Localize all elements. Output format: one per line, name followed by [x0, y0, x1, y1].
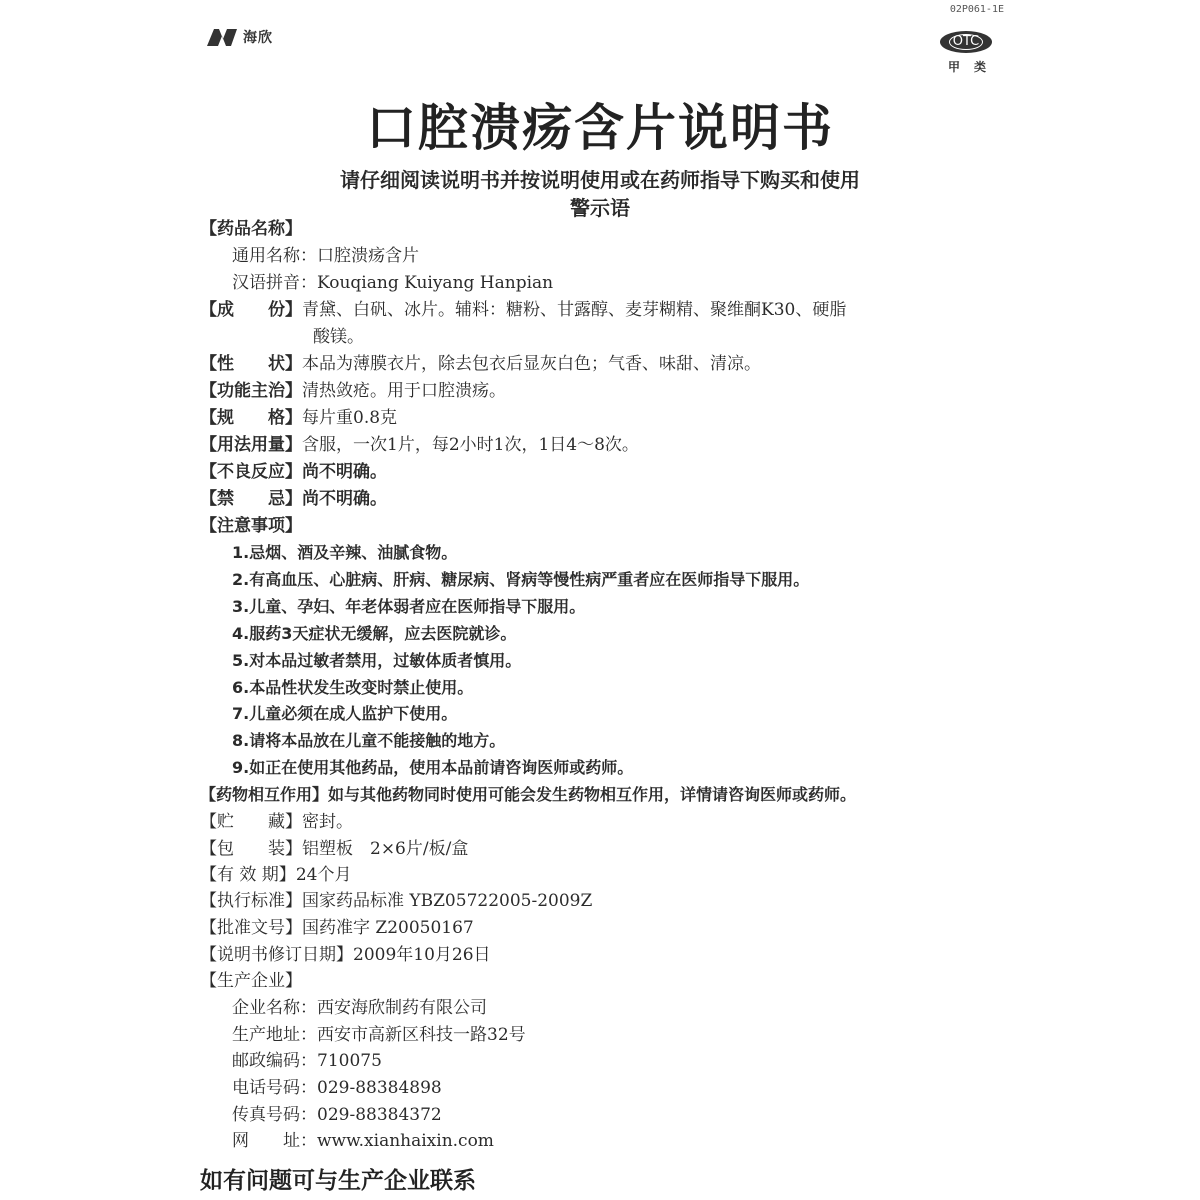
- section-properties: 【性 状】本品为薄膜衣片，除去包衣后显灰白色；气香、味甜、清凉。: [200, 354, 761, 374]
- manufacturer-fax: 传真号码：029-88384372: [232, 1105, 442, 1125]
- section-standard: 【执行标准】国家药品标准 YBZ05722005-2009Z: [200, 891, 593, 911]
- instruction-subtitle: 请仔细阅读说明书并按说明使用或在药师指导下购买和使用: [340, 168, 860, 192]
- brand-logo: [205, 26, 273, 48]
- section-adverse-reactions: 【不良反应】尚不明确。: [200, 462, 387, 482]
- section-approval: 【批准文号】国药准字 Z20050167: [200, 918, 474, 938]
- section-ingredients: 【成 份】青黛、白矾、冰片。辅料：糖粉、甘露醇、麦芽糊精、聚维酮K30、硬脂: [200, 300, 847, 320]
- section-packaging: 【包 装】铝塑板 2×6片/板/盒: [200, 839, 469, 859]
- section-interactions: 【药物相互作用】如与其他药物同时使用可能会发生药物相互作用，详情请咨询医师或药师。: [200, 785, 857, 804]
- precaution-item: 2.有高血压、心脏病、肝病、糖尿病、肾病等慢性病严重者应在医师指导下服用。: [232, 570, 810, 589]
- haixin-logo-icon: [205, 26, 239, 48]
- section-dosage: 【用法用量】含服，一次1片，每2小时1次，1日4～8次。: [200, 435, 639, 455]
- manufacturer-phone: 电话号码：029-88384898: [232, 1078, 442, 1098]
- warning-label: 警示语: [570, 196, 630, 220]
- contact-note: 如有问题可与生产企业联系: [200, 1168, 476, 1194]
- document-code: 02P061-1E: [949, 4, 1004, 15]
- section-validity: 【有 效 期】24个月: [200, 865, 352, 885]
- otc-class-label: 甲类: [948, 60, 1001, 74]
- otc-badge: OTC: [940, 31, 992, 53]
- precaution-item: 1.忌烟、酒及辛辣、油腻食物。: [232, 543, 458, 562]
- precaution-item: 6.本品性状发生改变时禁止使用。: [232, 678, 474, 697]
- precaution-item: 8.请将本品放在儿童不能接触的地方。: [232, 731, 506, 750]
- section-storage: 【贮 藏】密封。: [200, 812, 353, 832]
- precaution-item: 4.服药3天症状无缓解，应去医院就诊。: [232, 624, 517, 643]
- ingredients-line2: 酸镁。: [313, 327, 364, 347]
- section-manufacturer-label: 【生产企业】: [200, 971, 302, 991]
- generic-name: 通用名称：口腔溃疡含片: [232, 246, 419, 266]
- brand-name: 海欣: [243, 30, 273, 46]
- manufacturer-company: 企业名称：西安海欣制药有限公司: [232, 998, 487, 1018]
- manufacturer-postcode: 邮政编码：710075: [232, 1051, 382, 1071]
- precaution-item: 5.对本品过敏者禁用，过敏体质者慎用。: [232, 651, 522, 670]
- pinyin-name: 汉语拼音：Kouqiang Kuiyang Hanpian: [232, 273, 554, 293]
- precaution-item: 9.如正在使用其他药品，使用本品前请咨询医师或药师。: [232, 758, 634, 777]
- manufacturer-address: 生产地址：西安市高新区科技一路32号: [232, 1025, 526, 1045]
- section-precautions-label: 【注意事项】: [200, 516, 302, 536]
- manufacturer-website: 网 址：www.xianhaixin.com: [232, 1131, 494, 1151]
- section-specification: 【规 格】每片重0.8克: [200, 408, 398, 428]
- section-revision-date: 【说明书修订日期】2009年10月26日: [200, 945, 491, 965]
- precaution-item: 3.儿童、孕妇、年老体弱者应在医师指导下服用。: [232, 597, 586, 616]
- section-drug-name-label: 【药品名称】: [200, 219, 302, 239]
- section-contraindications: 【禁 忌】尚不明确。: [200, 489, 387, 509]
- section-indications: 【功能主治】清热敛疮。用于口腔溃疡。: [200, 381, 506, 401]
- page-title: 口腔溃疡含片说明书: [366, 99, 834, 157]
- precaution-item: 7.儿童必须在成人监护下使用。: [232, 704, 458, 723]
